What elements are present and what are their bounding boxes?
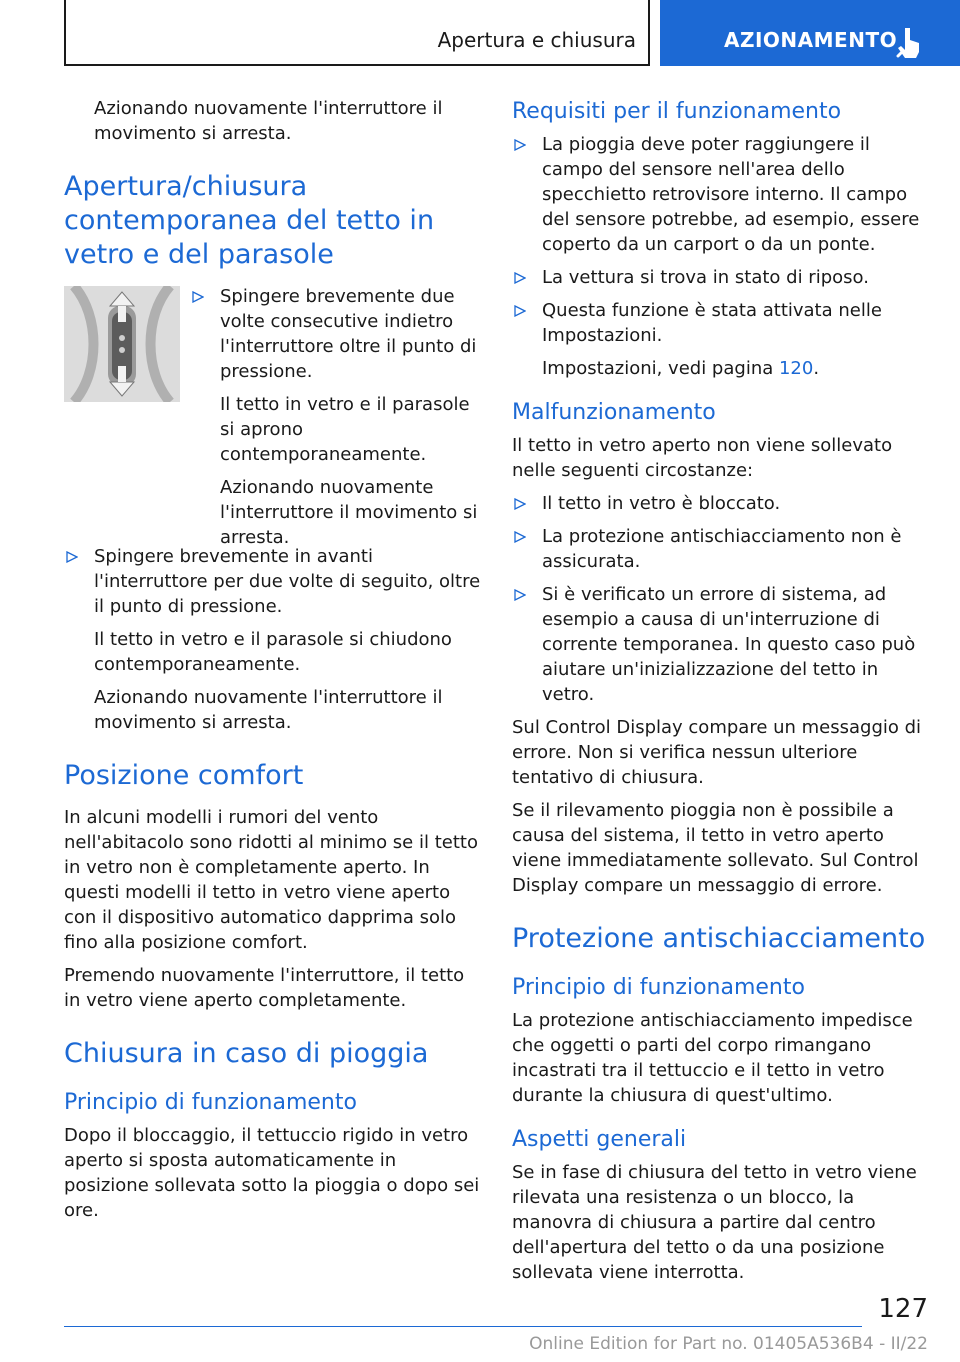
page-reference-link[interactable]: 120 (778, 358, 814, 379)
list-item-text: Questa funzione è stata attivata nelle Impostazioni. (542, 300, 882, 346)
pointing-hand-icon (896, 26, 924, 58)
subheading-principio: Principio di funzionamento (64, 1090, 357, 1115)
header-rule-left (64, 0, 66, 66)
heading-contemporanea: Apertura/chiusura contemporanea del tetto in vetro e del parasole (64, 171, 435, 270)
footer-rule (64, 1326, 862, 1327)
aspetti-paragraph: Se in fase di chiusura del tetto in vetro viene rilevata una resistenza o un blocco, la manovra di chiusura a partire dal centro dell'apertura del tetto o da una posizione sollevata viene interrotta. (512, 1162, 917, 1283)
list-item-text: Il tetto in vetro è bloccato. (542, 493, 781, 514)
list-item (190, 284, 482, 384)
bullet-triangle-icon (514, 305, 526, 317)
list-item-text: La protezione antischiacciamento non è assicurata. (542, 526, 902, 572)
heading-comfort: Posizione comfort (64, 760, 304, 791)
list-item-text: La pioggia deve poter raggiungere il campo del sensore nell'area dello specchietto retrovisore interno. Il campo del sensore potrebbe, ad esempio, essere coperto da un carport o da un ponte. (542, 134, 920, 255)
header-rule-bottom (64, 64, 650, 66)
subheading-principio: Principio di funzionamento (512, 975, 805, 1000)
list-item (512, 582, 930, 707)
list-item-note: Il tetto in vetro e il parasole si aprono contemporaneamente. (220, 394, 470, 465)
list-item-note: Azionando nuovamente l'interruttore il movimento si arresta. (220, 477, 478, 548)
bullet-triangle-icon (514, 531, 526, 543)
right-column (512, 98, 930, 1293)
bullet-triangle-icon (514, 589, 526, 601)
list-item-text: Si è verificato un errore di sistema, ad esempio a causa di un'interruzione di corrente temporanea. In questo caso può aiutare un'inizializzazione del tetto in vetro. (542, 584, 916, 705)
list-item (512, 265, 930, 290)
list-item-text: Spingere brevemente due volte consecutive indietro l'interruttore oltre il punto di pressione. (220, 286, 477, 382)
list-item (512, 524, 930, 574)
comfort-paragraph: In alcuni modelli i rumori del vento nell'abitacolo sono ridotti al minimo se il tetto in vetro non è completamente aperto. In questi modelli il tetto in vetro viene aperto con il dispositivo automatico dapprima solo fino alla posizione comfort. (64, 807, 478, 953)
header-chapter-label: AZIONAMENTO (724, 28, 898, 52)
list-item (512, 491, 930, 516)
roof-switch-illustration (64, 286, 180, 402)
bullet-triangle-icon (66, 551, 78, 563)
cross-reference-text: Impostazioni, vedi pagina (542, 358, 779, 379)
bullet-triangle-icon (192, 291, 204, 303)
intro-paragraph: Azionando nuovamente l'interruttore il movimento si arresta. (94, 98, 443, 144)
bullet-triangle-icon (514, 498, 526, 510)
list-item (512, 132, 930, 257)
comfort-paragraph: Premendo nuovamente l'interruttore, il tetto in vetro viene aperto completamente. (64, 965, 465, 1011)
list-item-text: La vettura si trova in stato di riposo. (542, 267, 869, 288)
header-rule-divider (648, 0, 650, 66)
subheading-malfunzionamento: Malfunzionamento (512, 400, 716, 425)
malfunction-intro: Il tetto in vetro aperto non viene sollevato nelle seguenti circostanze: (512, 435, 893, 481)
heading-pioggia: Chiusura in caso di pioggia (64, 1038, 429, 1069)
bullet-triangle-icon (514, 139, 526, 151)
pioggia-paragraph: Dopo il bloccaggio, il tettuccio rigido in vetro aperto si sposta automaticamente in posizione sollevata sotto la pioggia o dopo sei ore. (64, 1125, 480, 1221)
list-item-note: Azionando nuovamente l'interruttore il movimento si arresta. (94, 687, 443, 733)
list-item-note (512, 356, 930, 381)
list-item-text: Spingere brevemente in avanti l'interruttore per due volte di seguito, oltre il punto di pressione. (94, 546, 481, 617)
figure-block (64, 284, 482, 548)
protezione-paragraph: La protezione antischiacciamento impedisce che oggetti o parti del corpo rimangano incastrati tra il tettuccio e il tetto in vetro durante la chiusura di quest'ultimo. (512, 1010, 913, 1106)
heading-protezione: Protezione antischiacciamento (512, 923, 926, 954)
header-chapter-tab[interactable] (660, 0, 960, 66)
malfunction-paragraph: Sul Control Display compare un messaggio di errore. Non si verifica nessun ulteriore tentativo di chiusura. (512, 717, 922, 788)
page-number: 127 (878, 1294, 928, 1324)
list-item-note: Il tetto in vetro e il parasole si chiudono contemporaneamente. (94, 629, 452, 675)
footer-edition: Online Edition for Part no. 01405A536B4 - II/22 (529, 1334, 928, 1354)
bullet-triangle-icon (514, 272, 526, 284)
subheading-requisiti: Requisiti per il funzionamento (512, 99, 842, 124)
list-item (64, 544, 482, 619)
list-item (512, 298, 930, 348)
cross-reference-end: . (813, 358, 820, 379)
subheading-aspetti: Aspetti generali (512, 1127, 687, 1152)
left-column (64, 96, 482, 1231)
page-header (0, 0, 960, 66)
malfunction-paragraph: Se il rilevamento pioggia non è possibile a causa del sistema, il tetto in vetro aperto viene immediatamente sollevato. Sul Control Display compare un messaggio di errore. (512, 800, 919, 896)
header-section-title: Apertura e chiusura (437, 28, 636, 52)
figure-instructions (190, 284, 482, 558)
